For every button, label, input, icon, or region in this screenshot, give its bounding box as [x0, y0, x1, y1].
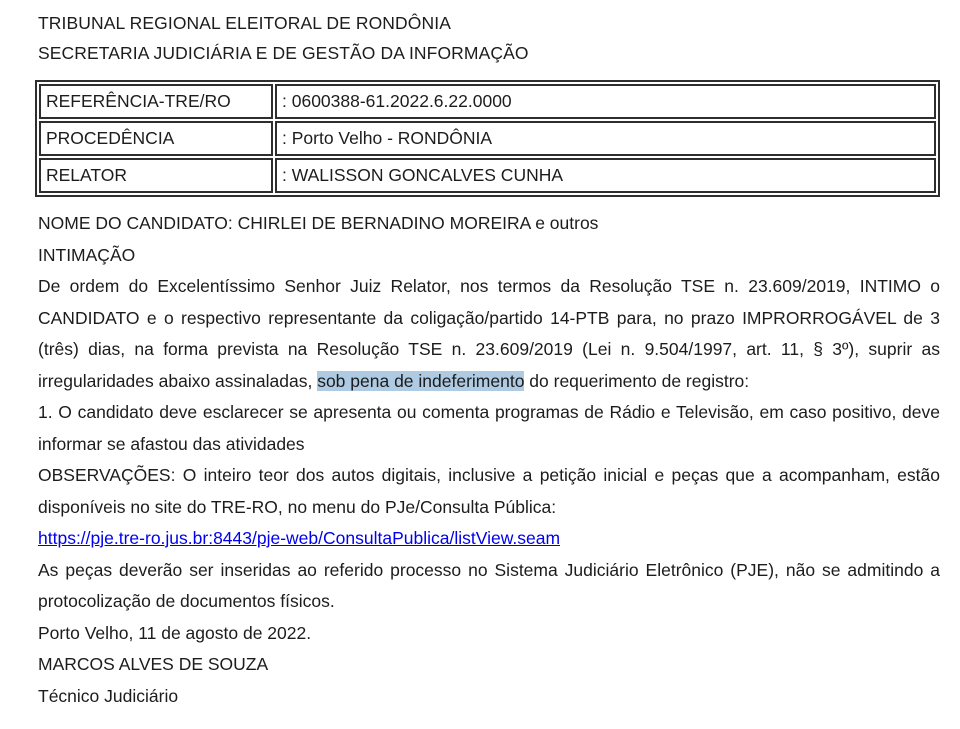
highlighted-phrase: sob pena de indeferimento: [317, 370, 525, 391]
referencia-value: : 0600388-61.2022.6.22.0000: [275, 84, 936, 119]
header-org-name: TRIBUNAL REGIONAL ELEITORAL DE RONDÔNIA: [38, 13, 451, 33]
consulta-publica-link-line: [38, 523, 940, 555]
consulta-publica-link[interactable]: https://pje.tre-ro.jus.br:8443/pje-web/ConsultaPublica/listView.seam: [38, 528, 561, 548]
relator-label: RELATOR: [39, 158, 273, 193]
table-row-referencia: [39, 84, 936, 119]
case-info-table: [35, 80, 940, 197]
signer-name: MARCOS ALVES DE SOUZA: [38, 654, 269, 674]
relator-value: : WALISSON GONCALVES CUNHA: [275, 158, 936, 193]
order-paragraph-text: De ordem do Excelentíssimo Senhor Juiz Relator, nos termos da Resolução TSE n. 23.609/2019, INTIMO o CANDIDATO e o respectivo representante da coligação/partido 14-PTB para, no prazo IMPRORROGÁVEL de 3 (três) dias, na forma prevista na Resolução TSE n. 23.609/2019 (Lei n. 9.504/1997, art. 11, § 3º), suprir as irregularidades abaixo assinaladas,: [38, 276, 940, 391]
document-page: [38, 0, 940, 712]
candidate-name-line: NOME DO CANDIDATO: CHIRLEI DE BERNADINO MOREIRA e outros: [38, 213, 599, 233]
procedencia-label: PROCEDÊNCIA: [39, 121, 273, 156]
irregularity-item-1: 1. O candidato deve esclarecer se apresenta ou comenta programas de Rádio e Televisão, em caso positivo, deve informar se afastou das atividades: [38, 402, 940, 454]
table-row-relator: [39, 158, 936, 193]
signer-role: Técnico Judiciário: [38, 685, 179, 706]
procedencia-value: : Porto Velho - RONDÔNIA: [275, 121, 936, 156]
document-body: [38, 208, 940, 712]
order-paragraph: [38, 271, 940, 397]
referencia-label: REFERÊNCIA-TRE/RO: [39, 84, 273, 119]
document-header: [38, 8, 940, 68]
order-paragraph-tail: do requerimento de registro:: [524, 370, 750, 391]
date-line: Porto Velho, 11 de agosto de 2022.: [38, 622, 312, 643]
observacoes-paragraph: OBSERVAÇÕES: O inteiro teor dos autos digitais, inclusive a petição inicial e peças que a acompanham, estão disponíveis no site do TRE-RO, no menu do PJe/Consulta Pública:: [38, 465, 940, 517]
header-department-name: SECRETARIA JUDICIÁRIA E DE GESTÃO DA INFORMAÇÃO: [38, 43, 529, 63]
table-row-procedencia: [39, 121, 936, 156]
pje-note-paragraph: As peças deverão ser inseridas ao referido processo no Sistema Judiciário Eletrônico (PJE), não se admitindo a protocolização de documentos físicos.: [38, 559, 940, 611]
intimacao-heading: INTIMAÇÃO: [38, 244, 136, 265]
